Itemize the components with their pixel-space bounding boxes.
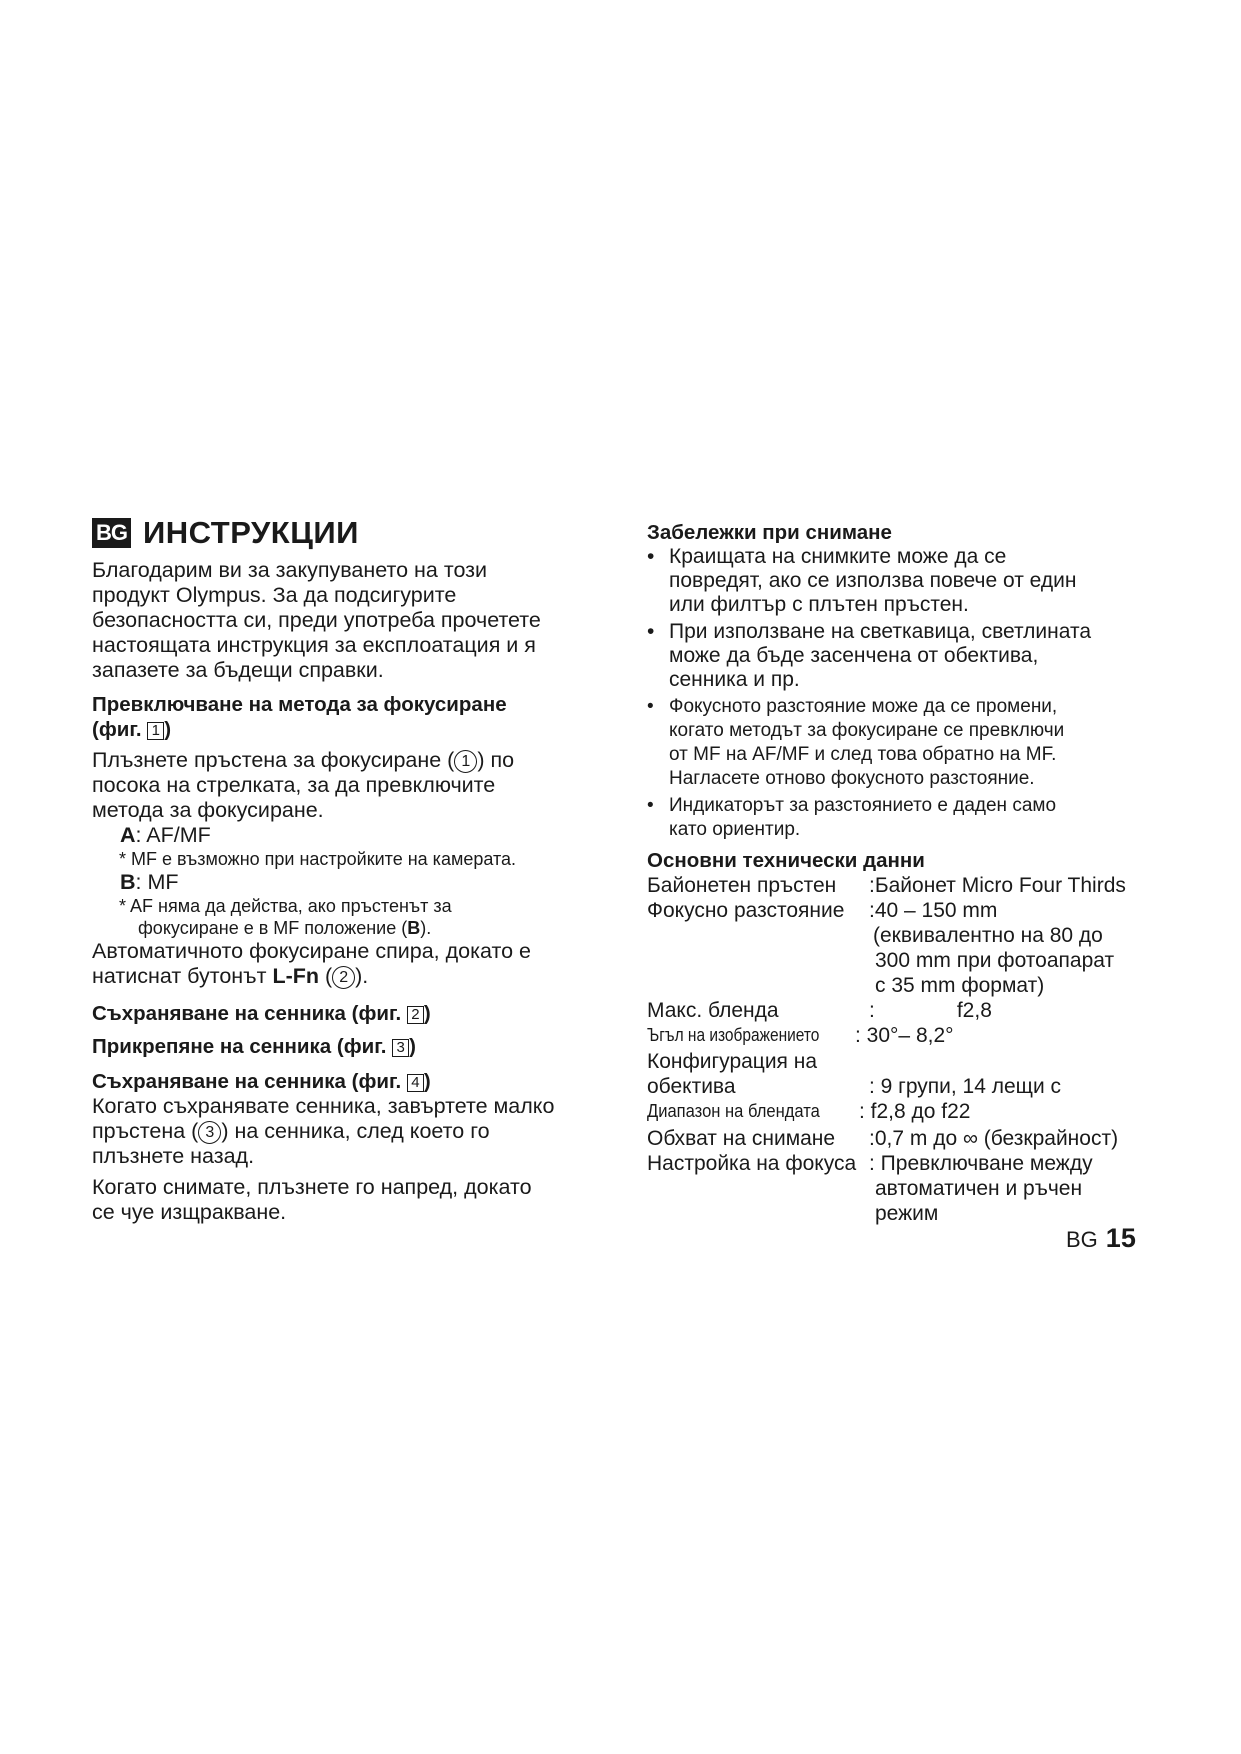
text: ) на сенника, след което го (221, 1119, 490, 1143)
callout-1: 1 (454, 750, 477, 773)
figure-ref-1: 1 (147, 722, 164, 740)
section-attach-heading (92, 1034, 622, 1059)
focus-line3: метода за фокусиране. (92, 798, 324, 822)
spec-colon: : (869, 999, 875, 1022)
spec-row-angle (647, 1023, 1167, 1048)
spec-value-cont: с 35 mm формат) (875, 974, 1045, 997)
spec-row-mount (647, 873, 1167, 898)
text: ). (420, 918, 432, 938)
option-a (92, 823, 622, 848)
option-b (92, 870, 622, 895)
note-line: При използване на светкавица, светлината (669, 620, 1092, 643)
note-line: Индикаторът за разстоянието е даден само (669, 795, 1057, 816)
note-item (647, 620, 1167, 692)
bullet-icon: • (647, 620, 655, 643)
section-focus-heading (92, 692, 622, 742)
spec-value: :0,7 m до ∞ (безкрайност) (869, 1127, 1119, 1150)
focus-line2: посока на стрелката, за да превключите (92, 773, 496, 797)
spec-value: : 30°– 8,2° (855, 1024, 954, 1047)
store-line5: се чуе изщракване. (92, 1200, 287, 1224)
store-line3: плъзнете назад. (92, 1144, 255, 1168)
notes-heading: Забележки при снимане (647, 521, 892, 544)
note-line: Нагласете отново фокусното разстояние. (669, 768, 1035, 789)
spec-row-focal (647, 898, 1167, 923)
heading-text: Съхраняване на сенника (фиг. (92, 1002, 407, 1025)
section-store-heading (92, 1001, 622, 1026)
heading-text: (фиг. (92, 718, 148, 741)
text: ) по (477, 748, 515, 772)
intro-line: запазете за бъдещи справки. (92, 658, 384, 682)
text: ). (355, 964, 369, 988)
note-line: или филтър с плътен пръстен. (669, 593, 969, 616)
option-b-note-line1: * AF няма да действа, ако пръстенът за (119, 896, 452, 916)
heading-text: ) (423, 1002, 431, 1025)
text: фокусиране е в MF положение ( (138, 918, 408, 938)
focus-paragraph (92, 748, 622, 823)
section-focus-heading-line1: Превключване на метода за фокусиране (92, 693, 507, 716)
spec-value: :Байонет Micro Four Thirds (869, 874, 1126, 897)
spec-value-cont: автоматичен и ръчен (875, 1177, 1083, 1200)
spec-key: Настройка на фокуса (647, 1152, 857, 1175)
spec-row-config (647, 1074, 1167, 1099)
figure-ref-2: 2 (407, 1006, 424, 1024)
text: натиснат бутонът (92, 964, 273, 988)
spec-row-shoot (647, 1126, 1167, 1151)
spec-value-cont: (еквивалентно на 80 до (873, 924, 1103, 947)
page-footer (1066, 1223, 1136, 1254)
intro-line: безопасността си, преди употреба прочетете (92, 608, 541, 632)
heading-text: Прикрепяне на сенника (фиг. (92, 1035, 393, 1058)
footer-language: BG (1066, 1227, 1098, 1252)
store-line1: Когато съхранявате сенника, завъртете малко (92, 1094, 555, 1118)
note-line: може да бъде засенчена от обектива, (669, 644, 1039, 667)
note-line: когато методът за фокусиране се превключи (669, 720, 1065, 741)
note-line: повредят, ако се използва повече от един (669, 569, 1077, 592)
spec-key: Фокусно разстояние (647, 899, 845, 922)
section-store2-heading (92, 1069, 622, 1094)
specs-heading: Основни технически данни (647, 849, 925, 872)
note-line: сенника и пр. (669, 668, 800, 691)
callout-2: 2 (332, 966, 355, 989)
note-line: Краищата на снимките може да се (669, 545, 1007, 568)
store-line2 (92, 1119, 622, 1144)
text: ( (319, 964, 333, 988)
focus-line1 (92, 748, 622, 773)
spec-row-aperture (647, 998, 1167, 1023)
intro-line: Благодарим ви за закупуването на този (92, 558, 488, 582)
option-a-label: A (120, 823, 136, 847)
spec-row-range (647, 1099, 1167, 1124)
specs-table (647, 873, 1167, 1226)
spec-row-focus-adjust (647, 1151, 1167, 1176)
lfn-button-name: L-Fn (272, 964, 319, 988)
title-row (92, 514, 622, 552)
spec-key: Диапазон на блендата (647, 1101, 820, 1121)
language-badge: BG (92, 518, 131, 548)
note-item (647, 695, 1167, 791)
spec-key: Ъгъл на изображението (647, 1025, 820, 1045)
option-a-value: : AF/MF (135, 823, 211, 847)
store-line4: Когато снимате, плъзнете го напред, докато (92, 1175, 532, 1199)
bullet-icon: • (647, 696, 654, 717)
note-item (647, 545, 1167, 617)
option-a-note: * MF е възможно при настройките на камерата. (119, 849, 517, 869)
text: Плъзнете пръстена за фокусиране ( (92, 748, 455, 772)
page-number: 15 (1105, 1223, 1136, 1253)
spec-value: : f2,8 до f22 (859, 1100, 971, 1123)
lfn-line2 (92, 964, 622, 989)
left-column (92, 514, 622, 1225)
bullet-icon: • (647, 545, 655, 568)
note-line: от MF на AF/MF и след това обратно на MF. (669, 744, 1057, 765)
lfn-paragraph (92, 939, 622, 989)
heading-text: ) (164, 718, 172, 741)
lfn-line1: Автоматичното фокусиране спира, докато е (92, 939, 531, 963)
callout-3: 3 (198, 1121, 221, 1144)
spec-value: : 9 групи, 14 лещи с (869, 1075, 1062, 1098)
text: пръстена ( (92, 1119, 199, 1143)
spec-key: Макс. бленда (647, 999, 779, 1022)
heading-text: Съхраняване на сенника (фиг. (92, 1070, 407, 1093)
spec-key: Байонетен пръстен (647, 874, 837, 897)
page-title: ИНСТРУКЦИИ (143, 515, 359, 550)
spec-key: Обхват на снимане (647, 1127, 836, 1150)
section-focus-heading-line2 (92, 717, 622, 742)
heading-text: ) (409, 1035, 416, 1058)
heading-text: ) (423, 1070, 431, 1093)
figure-ref-4: 4 (407, 1074, 424, 1092)
intro-paragraph (92, 558, 622, 683)
option-b-note-line2 (92, 917, 622, 939)
spec-key: обектива (647, 1075, 736, 1098)
spec-value-cont: 300 mm при фотоапарат (875, 949, 1115, 972)
spec-value: :40 – 150 mm (869, 899, 998, 922)
text-bold: B (407, 918, 421, 938)
bullet-icon: • (647, 795, 654, 816)
option-b-label: B (120, 870, 136, 894)
note-item (647, 794, 1167, 842)
store-paragraph (92, 1094, 622, 1225)
spec-value-cont: режим (875, 1202, 939, 1225)
note-line: като ориентир. (669, 819, 801, 840)
option-b-value: : MF (135, 870, 179, 894)
figure-ref-3: 3 (392, 1039, 409, 1057)
spec-value: f2,8 (956, 999, 992, 1022)
intro-line: настоящата инструкция за експлоатация и я (92, 633, 536, 657)
spec-key: Конфигурация на (647, 1050, 818, 1073)
note-line: Фокусното разстояние може да се промени, (669, 696, 1058, 717)
right-column (647, 520, 1167, 1226)
spec-value: : Превключване между (869, 1152, 1093, 1175)
intro-line: продукт Olympus. За да подсигурите (92, 583, 457, 607)
